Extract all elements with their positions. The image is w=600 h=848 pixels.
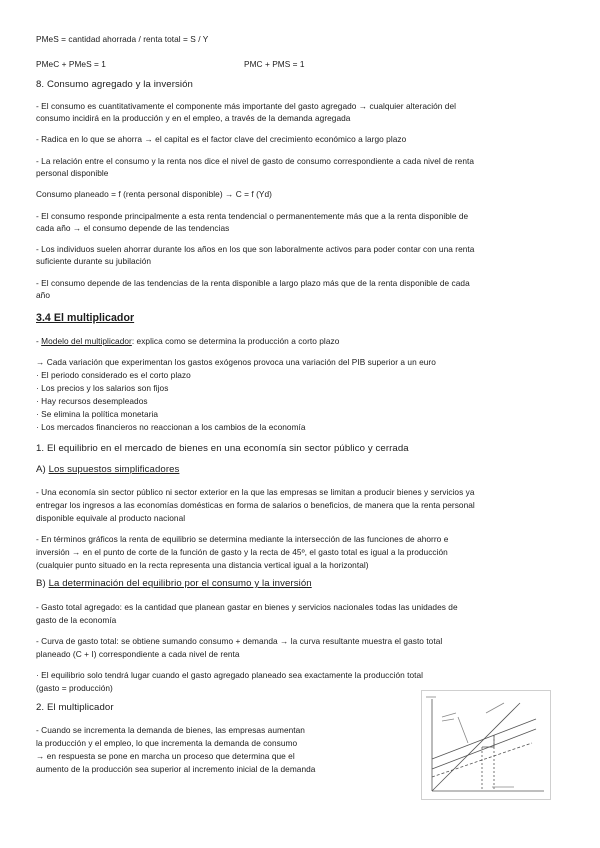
equilibrio-condicion-line-1: · El equilibrio solo tendrá lugar cuando el gasto agregado planeado sea exactamente la producción total [36, 670, 424, 680]
multiplicador-para-line-4: aumento de la producción sea superior al incremento inicial de la demanda [36, 764, 316, 774]
gasto-agregado-line-2: gasto de la economía [36, 615, 117, 625]
section-8-heading: 8. Consumo agregado y la inversión [36, 79, 193, 90]
multiplicador-list-item-3: · Los precios y los salarios son fijos [36, 383, 169, 393]
multiplier-diagram [422, 691, 550, 799]
multiplicador-para-line-1: - Cuando se incrementa la demanda de bienes, las empresas aumentan [36, 725, 305, 735]
diagram-note-stroke-2 [442, 719, 454, 721]
pmc-pms-identity: PMC + PMS = 1 [244, 59, 305, 69]
multiplicador-list-item-4: · Hay recursos desempleados [36, 396, 148, 406]
multiplicador-list-item-1: → Cada variación que experimentan los gastos exógenos provoca una variación del PIB superior a un euro [36, 357, 436, 367]
curva-gasto-line-2: planeado (C + I) correspondiente a cada nivel de renta [36, 649, 240, 659]
diagram-spending-line-1 [432, 729, 536, 769]
consumo-bullet-6-line-1: - El consumo depende de las tendencias de la renta disponible a largo plazo más que de la renta disponible de cada [36, 278, 470, 288]
consumo-bullet-2: - Radica en lo que se ahorra → el capital es el factor clave del crecimiento económico a largo plazo [36, 134, 407, 144]
determinacion-heading [36, 578, 312, 591]
consumo-bullet-1-line-1: - El consumo es cuantitativamente el componente más importante del gasto agregado → cualquier alteración del [36, 101, 457, 111]
consumo-bullet-6-line-2: año [36, 290, 50, 300]
consumo-planeado-formula: Consumo planeado = f (renta personal disponible) → C = f (Yd) [36, 189, 272, 199]
supuestos-para-2-line-3: (cualquier punto situado en la recta representa una distancia vertical igual a la horizontal) [36, 560, 369, 570]
supuestos-label: Los supuestos simplificadores [48, 464, 180, 475]
consumo-bullet-5-line-2: suficiente durante su jubilación [36, 256, 152, 266]
modelo-multiplicador-line [36, 335, 339, 348]
diagram-note-stroke-1 [442, 713, 456, 717]
consumo-bullet-4-line-1: - El consumo responde principalmente a esta renta tendencial o permanentemente más que a la renta disponible de [36, 211, 469, 221]
supuestos-para-2-line-1: - En términos gráficos la renta de equilibrio se determina mediante la intersección de las funciones de ahorro e [36, 534, 449, 544]
supuestos-para-1-line-3: disponible equivale al producto nacional [36, 513, 186, 523]
supuestos-para-1-line-2: entregar los ingresos a las economías domésticas en forma de salarios o beneficios, de manera que la renta personal [36, 500, 475, 510]
pmec-pmes-identity: PMeC + PMeS = 1 [36, 59, 106, 69]
diagram-spending-line-2 [432, 719, 536, 759]
determinacion-label: La determinación del equilibrio por el consumo y la inversión [48, 578, 312, 589]
modelo-label: Modelo del multiplicador [41, 336, 132, 346]
consumo-bullet-1-line-2: consumo incidirá en la producción y en el empleo, a través de la demanda agregada [36, 113, 351, 123]
gasto-agregado-line-1: - Gasto total agregado: es la cantidad que planean gastar en bienes y servicios nacionales todas las unidades de [36, 602, 458, 612]
multiplicador-para-line-3: → en respuesta se pone en marcha un proceso que determina que el [36, 751, 295, 761]
supuestos-para-1-line-1: - Una economía sin sector público ni sector exterior en la que las empresas se limitan a producir bienes y servicios ya [36, 487, 475, 497]
section-3-4-heading: 3.4 El multiplicador [36, 312, 135, 324]
multiplier-diagram-figure [421, 690, 551, 800]
modelo-prefix: - [36, 336, 42, 346]
multiplicador-list-item-2: · El periodo considerado es el corto plazo [36, 370, 191, 380]
supuestos-prefix: A) [36, 464, 49, 475]
consumo-bullet-4-line-2: cada año → el consumo depende de las tendencias [36, 223, 230, 233]
determinacion-prefix: B) [36, 578, 49, 589]
consumo-bullet-5-line-1: - Los individuos suelen ahorrar durante los años en los que son laboralmente activos para poder contar con una renta [36, 244, 475, 254]
curva-gasto-line-1: - Curva de gasto total: se obtiene sumando consumo + demanda → la curva resultante muestra el gasto total [36, 636, 443, 646]
equilibrio-condicion-line-2: (gasto = producción) [36, 683, 113, 693]
diagram-line-label-stroke [486, 703, 504, 713]
multiplicador-list-item-6: · Los mercados financieros no reaccionan a los cambios de la economía [36, 422, 306, 432]
consumo-bullet-3-line-1: - La relación entre el consumo y la renta nos dice el nivel de gasto de consumo correspondiente a cada nivel de renta [36, 156, 475, 166]
pmes-formula: PMeS = cantidad ahorrada / renta total = S / Y [36, 34, 209, 44]
consumo-bullet-3-line-2: personal disponible [36, 168, 109, 178]
supuestos-heading [36, 464, 179, 477]
multiplicador-para-line-2: la producción y el empleo, lo que incrementa la demanda de consumo [36, 738, 298, 748]
multiplicador-heading: 2. El multiplicador [36, 702, 114, 713]
diagram-label-pointer [458, 717, 468, 743]
multiplicador-list-item-5: · Se elimina la política monetaria [36, 409, 159, 419]
equilibrio-heading: 1. El equilibrio en el mercado de bienes en una economía sin sector público y cerrada [36, 443, 409, 454]
modelo-rest: : explica como se determina la producción a corto plazo [131, 336, 340, 346]
supuestos-para-2-line-2: inversión → en el punto de corte de la función de gasto y la recta de 45º, el gasto total es igual a la producción [36, 547, 448, 557]
